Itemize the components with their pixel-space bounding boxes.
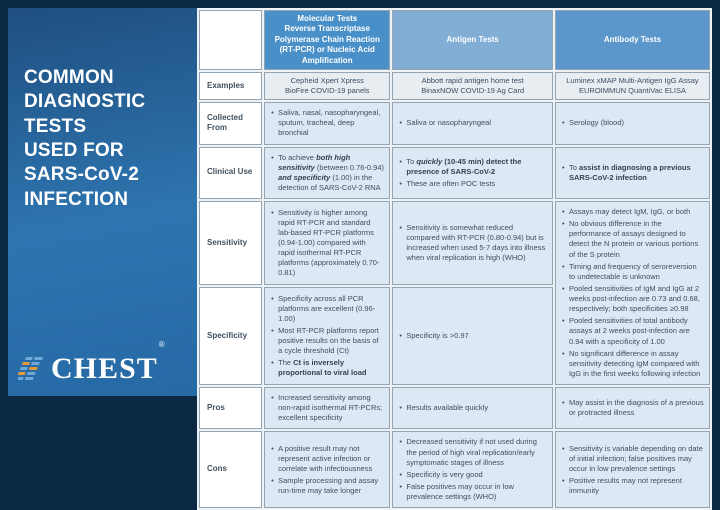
example-item: EUROIMMUN QuantiVac ELISA [578,86,686,96]
bullet-item: • No obvious difference in the performance of assays designed to detect the N protein or various portions of the S protein [561,219,704,260]
examples-antigen-cell [392,72,553,100]
bullet-item: • Positive results may not represent immunity [561,476,704,496]
bullet-item: • Specificity is >0.97 [398,331,547,341]
molecular-header-line1: Molecular Tests [297,14,358,23]
clinical-antibody-cell [555,147,710,200]
example-item: BioFire COVID-19 panels [284,86,370,96]
row-label-pros: Pros [199,387,262,429]
row-label-collected-from: Collected From [199,102,262,144]
bullet-item: • Sensitivity is somewhat reduced compared with RT-PCR (0.80-0.94) but is increased when used 5-7 days into illness when viral replication is high (WHO) [398,223,547,264]
specificity-molecular-cell [264,287,390,385]
bullet-item: • Sensitivity is higher among rapid RT-PCR and standard lab-based RT-PCR platforms (0.94-1.00) compared with rapid isothermal RT-PCR platforms (approximately 0.70-0.81) [270,208,384,279]
clinical-antigen-cell [392,147,553,200]
bullet-item: • Results available quickly [398,403,547,413]
collected-antigen-cell [392,102,553,144]
collected-molecular-cell [264,102,390,144]
sensitivity-specificity-antibody-cell [555,201,710,385]
row-collected-from [199,102,710,144]
specificity-antigen-cell [392,287,553,385]
row-pros [199,387,710,429]
title-line: TESTS [24,115,87,137]
col-header-molecular [264,10,390,70]
sensitivity-antigen-cell [392,201,553,285]
bullet-item: • Sample processing and assay run-time may take longer [270,476,384,496]
bullet-item: • Saliva or nasopharyngeal [398,118,547,128]
bullet-item: • Decreased sensitivity if not used during the period of high viral replication/early symptomatic stages of illness [398,437,547,467]
bullet-item: • No significant difference in assay sensitivity detecting IgM compared with IgG in the first weeks following infection [561,349,704,379]
chest-logo [18,340,165,385]
pros-antibody-cell [555,387,710,429]
molecular-header-line2: Reverse Transcriptase Polymerase Chain Reaction (RT-PCR) or Nucleic Acid Amplification [274,24,380,65]
title-line: INFECTION [24,188,129,210]
row-label-sensitivity: Sensitivity [199,201,262,285]
row-label-clinical-use: Clinical Use [199,147,262,200]
table-header-row [199,10,710,70]
chest-logo-text: CHEST [51,352,158,385]
bullet-item: • False positives may occur in low prevalence settings (WHO) [398,482,547,502]
cons-antigen-cell [392,431,553,508]
title-line: USED FOR [24,139,124,161]
bullet-item: • To achieve both high sensitivity (between 0.76-0.94) and specificity (1.00) in the detection of SARS-CoV-2 RNA [270,153,384,194]
corner-cell [199,10,262,70]
bullet-item: • These are often POC tests [398,179,547,189]
row-label-specificity: Specificity [199,287,262,385]
row-cons [199,431,710,508]
examples-antibody-cell [555,72,710,100]
sensitivity-molecular-cell [264,201,390,285]
clinical-molecular-cell [264,147,390,200]
bullet-item: • Most RT-PCR platforms report positive results on the basis of a cycle threshold (Ct) [270,326,384,356]
bullet-item: • Increased sensitivity among non-rapid isothermal RT-PCRs; excellent specificity [270,393,384,423]
chest-logo-icon [18,356,46,382]
row-label-examples: Examples [199,72,262,100]
bullet-item: • To quickly (10-45 min) detect the presence of SARS-CoV-2 [398,157,547,177]
row-label-cons: Cons [199,431,262,508]
bullet-item: • Sensitivity is variable depending on date of initial infection; false positives may occur in low prevalence settings [561,444,704,474]
bullet-item: • Pooled sensitivities of total antibody assays at 2 weeks post-infection are 0.94 with a specificity of 1.00 [561,316,704,346]
example-item: Cepheid Xpert Xpress [290,75,364,85]
bullet-item: • To assist in diagnosing a previous SARS-CoV-2 infection [561,163,704,183]
registered-mark: ® [158,340,165,349]
col-header-antibody: Antibody Tests [555,10,710,70]
bullet-item: • Specificity is very good [398,470,547,480]
bullet-item: • Saliva, nasal, nasopharyngeal, sputum, tracheal, deep bronchial [270,108,384,138]
row-examples [199,72,710,100]
page-title [24,66,183,212]
title-line: COMMON [24,67,114,88]
bullet-item: • The Ct is inversely proportional to viral load [270,358,384,378]
row-clinical-use [199,147,710,200]
bullet-item: • Assays may detect IgM, IgG, or both [561,207,704,217]
col-header-antigen: Antigen Tests [392,10,553,70]
pros-molecular-cell [264,387,390,429]
title-line: SARS-CoV-2 [24,164,139,186]
title-line: DIAGNOSTIC [24,91,146,113]
example-item: BinaxNOW COVID-19 Ag Card [421,86,525,96]
cons-antibody-cell [555,431,710,508]
cons-molecular-cell [264,431,390,508]
bullet-item: • Timing and frequency of seroreversion to undetectable is unknown [561,262,704,282]
diagnostic-tests-table [197,8,712,510]
example-item: Abbott rapid antigen home test [421,75,524,85]
title-sidebar [8,8,197,396]
bullet-item: • A positive result may not represent active infection or correlate with infectiousness [270,444,384,474]
collected-antibody-cell [555,102,710,144]
bullet-item: • Specificity across all PCR platforms are excellent (0.96-1.00) [270,294,384,324]
pros-antigen-cell [392,387,553,429]
table-area [197,8,712,502]
row-sensitivity [199,201,710,285]
bullet-item: • Serology (blood) [561,118,704,128]
example-item: Luminex xMAP Multi-Antigen IgG Assay [566,75,699,85]
bullet-item: • Pooled sensitivities of IgM and IgG at 2 weeks post-infection are 0.73 and 0.68, respectively; both specificities ≥0.98 [561,284,704,314]
examples-molecular-cell [264,72,390,100]
bullet-item: • May assist in the diagnosis of a previous or protracted illness [561,398,704,418]
